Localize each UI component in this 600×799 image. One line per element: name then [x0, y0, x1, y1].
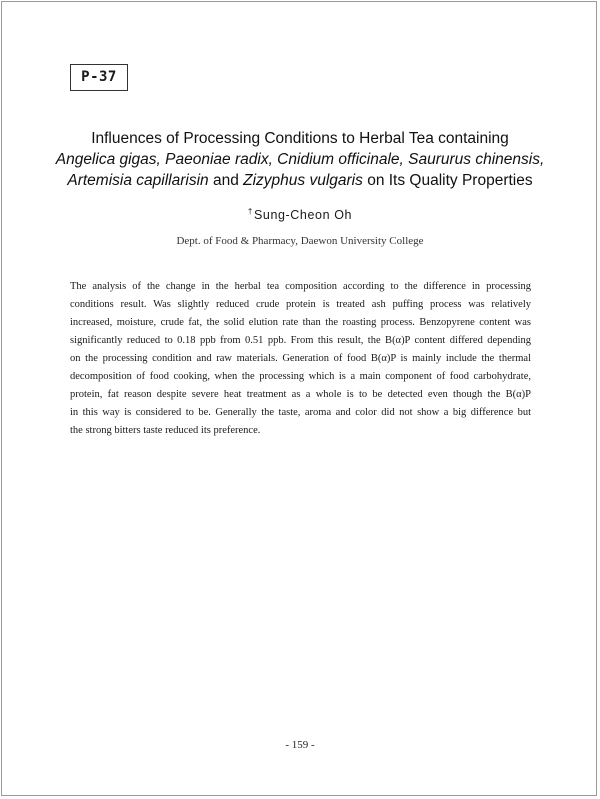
abstract-line: in this way is considered to be. Generally the taste, aroma and color did not show a big difference but	[70, 407, 531, 418]
title-line-1: Influences of Processing Conditions to Herbal Tea containing	[91, 130, 509, 147]
title-line-2	[40, 149, 560, 170]
author-line	[0, 207, 600, 222]
author-name: Sung-Cheon Oh	[253, 208, 353, 222]
abstract-line: significantly reduced to 0.18 ppb from 0.51 ppb. From this result, the B(α)P content differed depending	[70, 335, 531, 346]
title-line-3	[40, 170, 560, 191]
abstract-line: protein, fat reason despite severe heat treatment as a whole is to be detected even though the B(α)P	[70, 389, 531, 400]
abstract-line: the strong bitters taste reduced its preference.	[70, 425, 261, 436]
title-tail: on Its Quality Properties	[367, 172, 533, 189]
author-affiliation: Dept. of Food & Pharmacy, Daewon University College	[176, 235, 424, 247]
page-number: - 159 -	[285, 739, 315, 751]
abstract-line: on the processing condition and raw materials. Generation of food B(α)P is mainly include the thermal	[70, 353, 531, 364]
corresponding-author-mark: †	[247, 207, 253, 216]
abstract-line: decomposition of food cooking, when the processing which is a main component of food carbohydrate,	[70, 371, 531, 382]
abstract-body	[70, 278, 531, 440]
abstract-line: The analysis of the change in the herbal tea composition according to the difference in processing	[70, 281, 531, 292]
abstract-line: conditions result. Was slightly reduced crude protein is treated ash puffing process was relatively	[70, 299, 531, 310]
abstract-line: increased, moisture, crude fat, the solid elution rate than the roasting process. Benzopyrene content was	[70, 317, 531, 328]
title-conjunction: and	[212, 172, 239, 189]
title-species-list: Angelica gigas, Paeoniae radix, Cnidium officinale, Saururus chinensis,	[55, 151, 545, 168]
title-species-artemisia: Artemisia capillarisin	[67, 172, 209, 189]
title-species-zizyphus: Zizyphus vulgaris	[243, 172, 363, 189]
poster-code-badge: P-37	[70, 64, 128, 91]
paper-title	[40, 128, 560, 191]
